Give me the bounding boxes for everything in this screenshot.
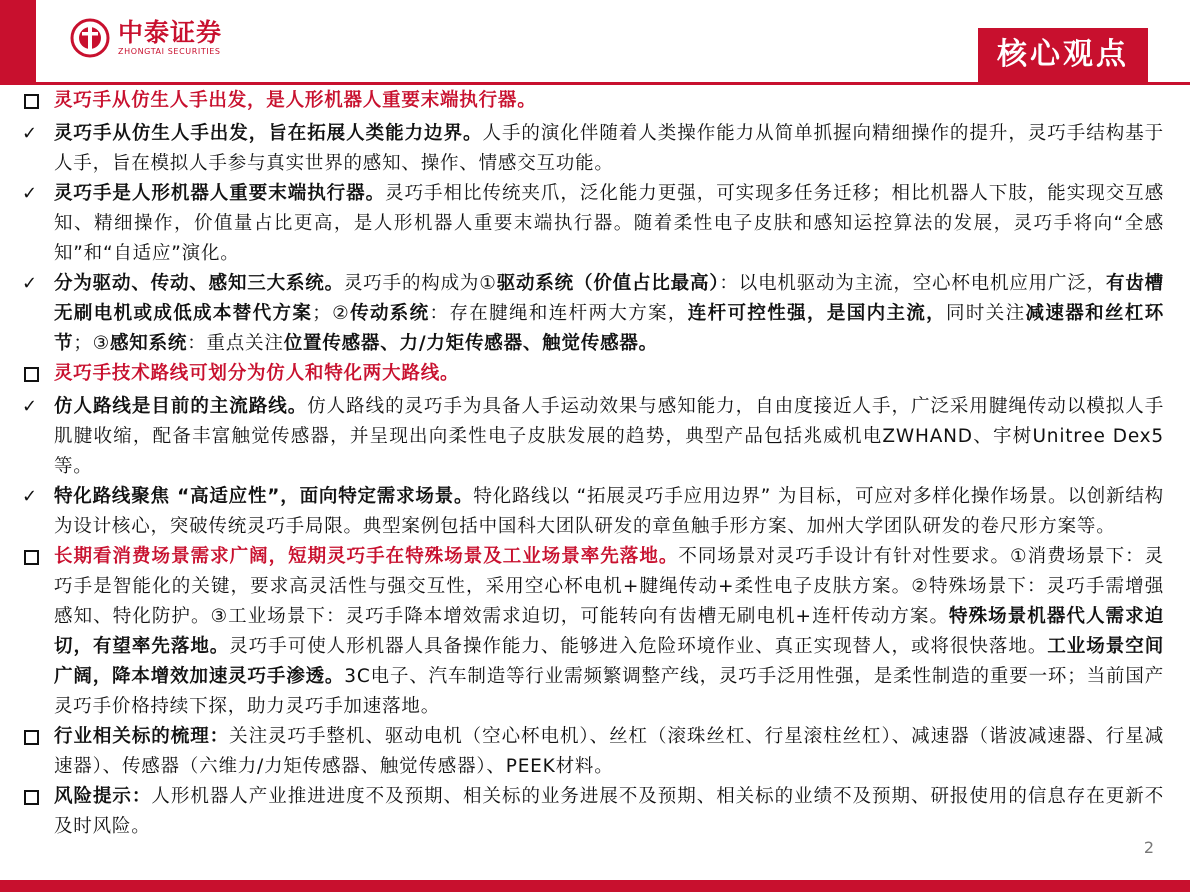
section-bullet-item xyxy=(22,359,1164,392)
body-text: ：重点关注 xyxy=(187,333,284,354)
item-text xyxy=(54,179,1164,269)
section-bullet-item xyxy=(22,86,1164,119)
square-bullet-icon xyxy=(22,86,54,119)
bold-phrase: 灵巧手从仿生人手出发，旨在拓展人类能力边界。 xyxy=(54,123,483,144)
logo-chinese-name: 中泰证券 xyxy=(118,18,223,47)
company-logo xyxy=(70,18,222,58)
section-bullet-item xyxy=(22,782,1164,842)
square-icon xyxy=(24,550,39,565)
bold-phrase: 灵巧手是人形机器人重要末端执行器。 xyxy=(54,183,386,204)
body-text: ：以电机驱动为主流，空心杯电机应用广泛， xyxy=(719,273,1107,294)
bold-phrase: 行业相关标的梳理： xyxy=(54,726,230,747)
page-number: 2 xyxy=(1143,838,1154,857)
body-text: 仿人路线的灵巧手为具备人手运动效果与感知能力，自由度接近人手，广泛采用腱绳传动以模拟人手肌腱收缩，配备丰富触觉传感器，并呈现出向柔性电子皮肤发展的趋势，典型产品包括兆威机电ZWHAND、宇树Unitree Dex5等。 xyxy=(54,396,1164,477)
section-bullet-item xyxy=(22,722,1164,782)
item-text xyxy=(54,392,1164,482)
bold-phrase: 位置传感器、力/力矩传感器、触觉传感器。 xyxy=(283,333,658,354)
item-text xyxy=(54,119,1164,179)
section-title-badge: 核心观点 xyxy=(978,28,1148,82)
square-icon xyxy=(24,730,39,745)
check-bullet-item xyxy=(22,392,1164,482)
square-icon xyxy=(24,367,39,382)
check-bullet-item xyxy=(22,119,1164,179)
item-text xyxy=(54,782,1164,842)
checkmark-icon: ✓ xyxy=(22,273,38,294)
square-icon xyxy=(24,94,39,109)
check-bullet-item xyxy=(22,179,1164,269)
body-text: 关注灵巧手整机、驱动电机（空心杯电机）、丝杠（滚珠丝杠、行星滚柱丝杠）、减速器（谐波减速器、行星减速器）、传感器（六维力/力矩传感器、触觉传感器）、PEEK材料。 xyxy=(54,726,1164,777)
zhongtai-logo-icon xyxy=(70,18,110,58)
checkmark-icon: ✓ xyxy=(22,396,38,417)
logo-english-name: ZHONGTAI SECURITIES xyxy=(118,47,221,56)
bold-phrase: 分为驱动、传动、感知三大系统。 xyxy=(54,273,344,294)
body-text: ：存在腱绳和连杆两大方案， xyxy=(429,303,688,324)
square-icon xyxy=(24,790,39,805)
highlight-heading: 灵巧手技术路线可划分为仿人和特化两大路线。 xyxy=(54,363,460,384)
bold-phrase: 连杆可控性强，是国内主流， xyxy=(687,303,947,324)
bold-phrase: 有齿槽无刷电机或成低成本替代方案 xyxy=(54,273,1164,324)
body-text: 特化路线以 “拓展灵巧手应用边界” 为目标，可应对多样化操作场景。以创新结构为设计核心，突破传统灵巧手局限。典型案例包括中国科大团队研发的章鱼触手形方案、加州大学团队研发的卷尺形方案等。 xyxy=(54,486,1164,537)
square-bullet-icon xyxy=(22,722,54,755)
section-bullet-item xyxy=(22,542,1164,722)
header-divider xyxy=(36,82,1190,85)
body-text: 灵巧手的构成为① xyxy=(343,273,497,294)
check-bullet-item xyxy=(22,482,1164,542)
header-accent-bar xyxy=(0,0,36,85)
item-text xyxy=(54,482,1164,542)
bold-phrase: 特化路线聚焦 “高适应性”，面向特定需求场景。 xyxy=(54,486,474,507)
key-points-list xyxy=(22,86,1164,842)
bold-phrase: 感知系统 xyxy=(110,333,188,354)
body-text: ；② xyxy=(312,303,351,324)
item-text xyxy=(54,269,1164,359)
bold-phrase: 工业场景空间广阔，降本增效加速灵巧手渗透。 xyxy=(54,636,1164,687)
body-text: 人手的演化伴随着人类操作能力从简单抓握向精细操作的提升，灵巧手结构基于人手，旨在模拟人手参与真实世界的感知、操作、情感交互功能。 xyxy=(54,123,1164,174)
bold-phrase: 驱动系统（价值占比最高） xyxy=(496,273,720,294)
checkmark-icon: ✓ xyxy=(22,486,38,507)
check-bullet-item xyxy=(22,269,1164,359)
body-text: 灵巧手可使人形机器人具备操作能力、能够进入危险环境作业、真正实现替人，或将很快落地。 xyxy=(229,636,1048,657)
checkmark-icon: ✓ xyxy=(22,123,38,144)
bold-phrase: 减速器和丝杠环节 xyxy=(54,303,1165,354)
highlight-heading: 灵巧手从仿生人手出发，是人形机器人重要末端执行器。 xyxy=(54,90,537,111)
bold-phrase: 风险提示： xyxy=(54,786,152,807)
item-text xyxy=(54,359,1164,389)
body-text: 同时关注 xyxy=(946,303,1026,324)
square-bullet-icon xyxy=(22,359,54,392)
highlight-heading: 长期看消费场景需求广阔，短期灵巧手在特殊场景及工业场景率先落地。 xyxy=(54,546,679,567)
item-text xyxy=(54,542,1164,722)
bold-phrase: 仿人路线是目前的主流路线。 xyxy=(54,396,308,417)
bold-phrase: 传动系统 xyxy=(350,303,430,324)
checkmark-icon: ✓ xyxy=(22,183,38,204)
item-text xyxy=(54,86,1164,116)
item-text xyxy=(54,722,1164,782)
body-text: ；③ xyxy=(73,333,110,354)
body-text: 3C电子、汽车制造等行业需频繁调整产线，灵巧手泛用性强，是柔性制造的重要一环；当前国产灵巧手价格持续下探，助力灵巧手加速落地。 xyxy=(54,666,1164,717)
body-text: 人形机器人产业推进进度不及预期、相关标的业务进展不及预期、相关标的业绩不及预期、研报使用的信息存在更新不及时风险。 xyxy=(54,786,1164,837)
body-text: 灵巧手相比传统夹爪，泛化能力更强，可实现多任务迁移；相比机器人下肢，能实现交互感知、精细操作，价值量占比更高，是人形机器人重要末端执行器。随着柔性电子皮肤和感知运控算法的发展，灵巧手将向“全感知”和“自适应”演化。 xyxy=(54,183,1164,264)
footer-bar xyxy=(0,880,1190,892)
square-bullet-icon xyxy=(22,782,54,815)
square-bullet-icon xyxy=(22,542,54,575)
bold-phrase: 特殊场景机器代人需求迫切，有望率先落地。 xyxy=(54,606,1164,657)
body-text: 不同场景对灵巧手设计有针对性要求。①消费场景下：灵巧手是智能化的关键，要求高灵活性与强交互性，采用空心杯电机+腱绳传动+柔性电子皮肤方案。②特殊场景下：灵巧手需增强感知、特化防护。③工业场景下：灵巧手降本增效需求迫切，可能转向有齿槽无刷电机+连杆传动方案。 xyxy=(54,546,1164,627)
